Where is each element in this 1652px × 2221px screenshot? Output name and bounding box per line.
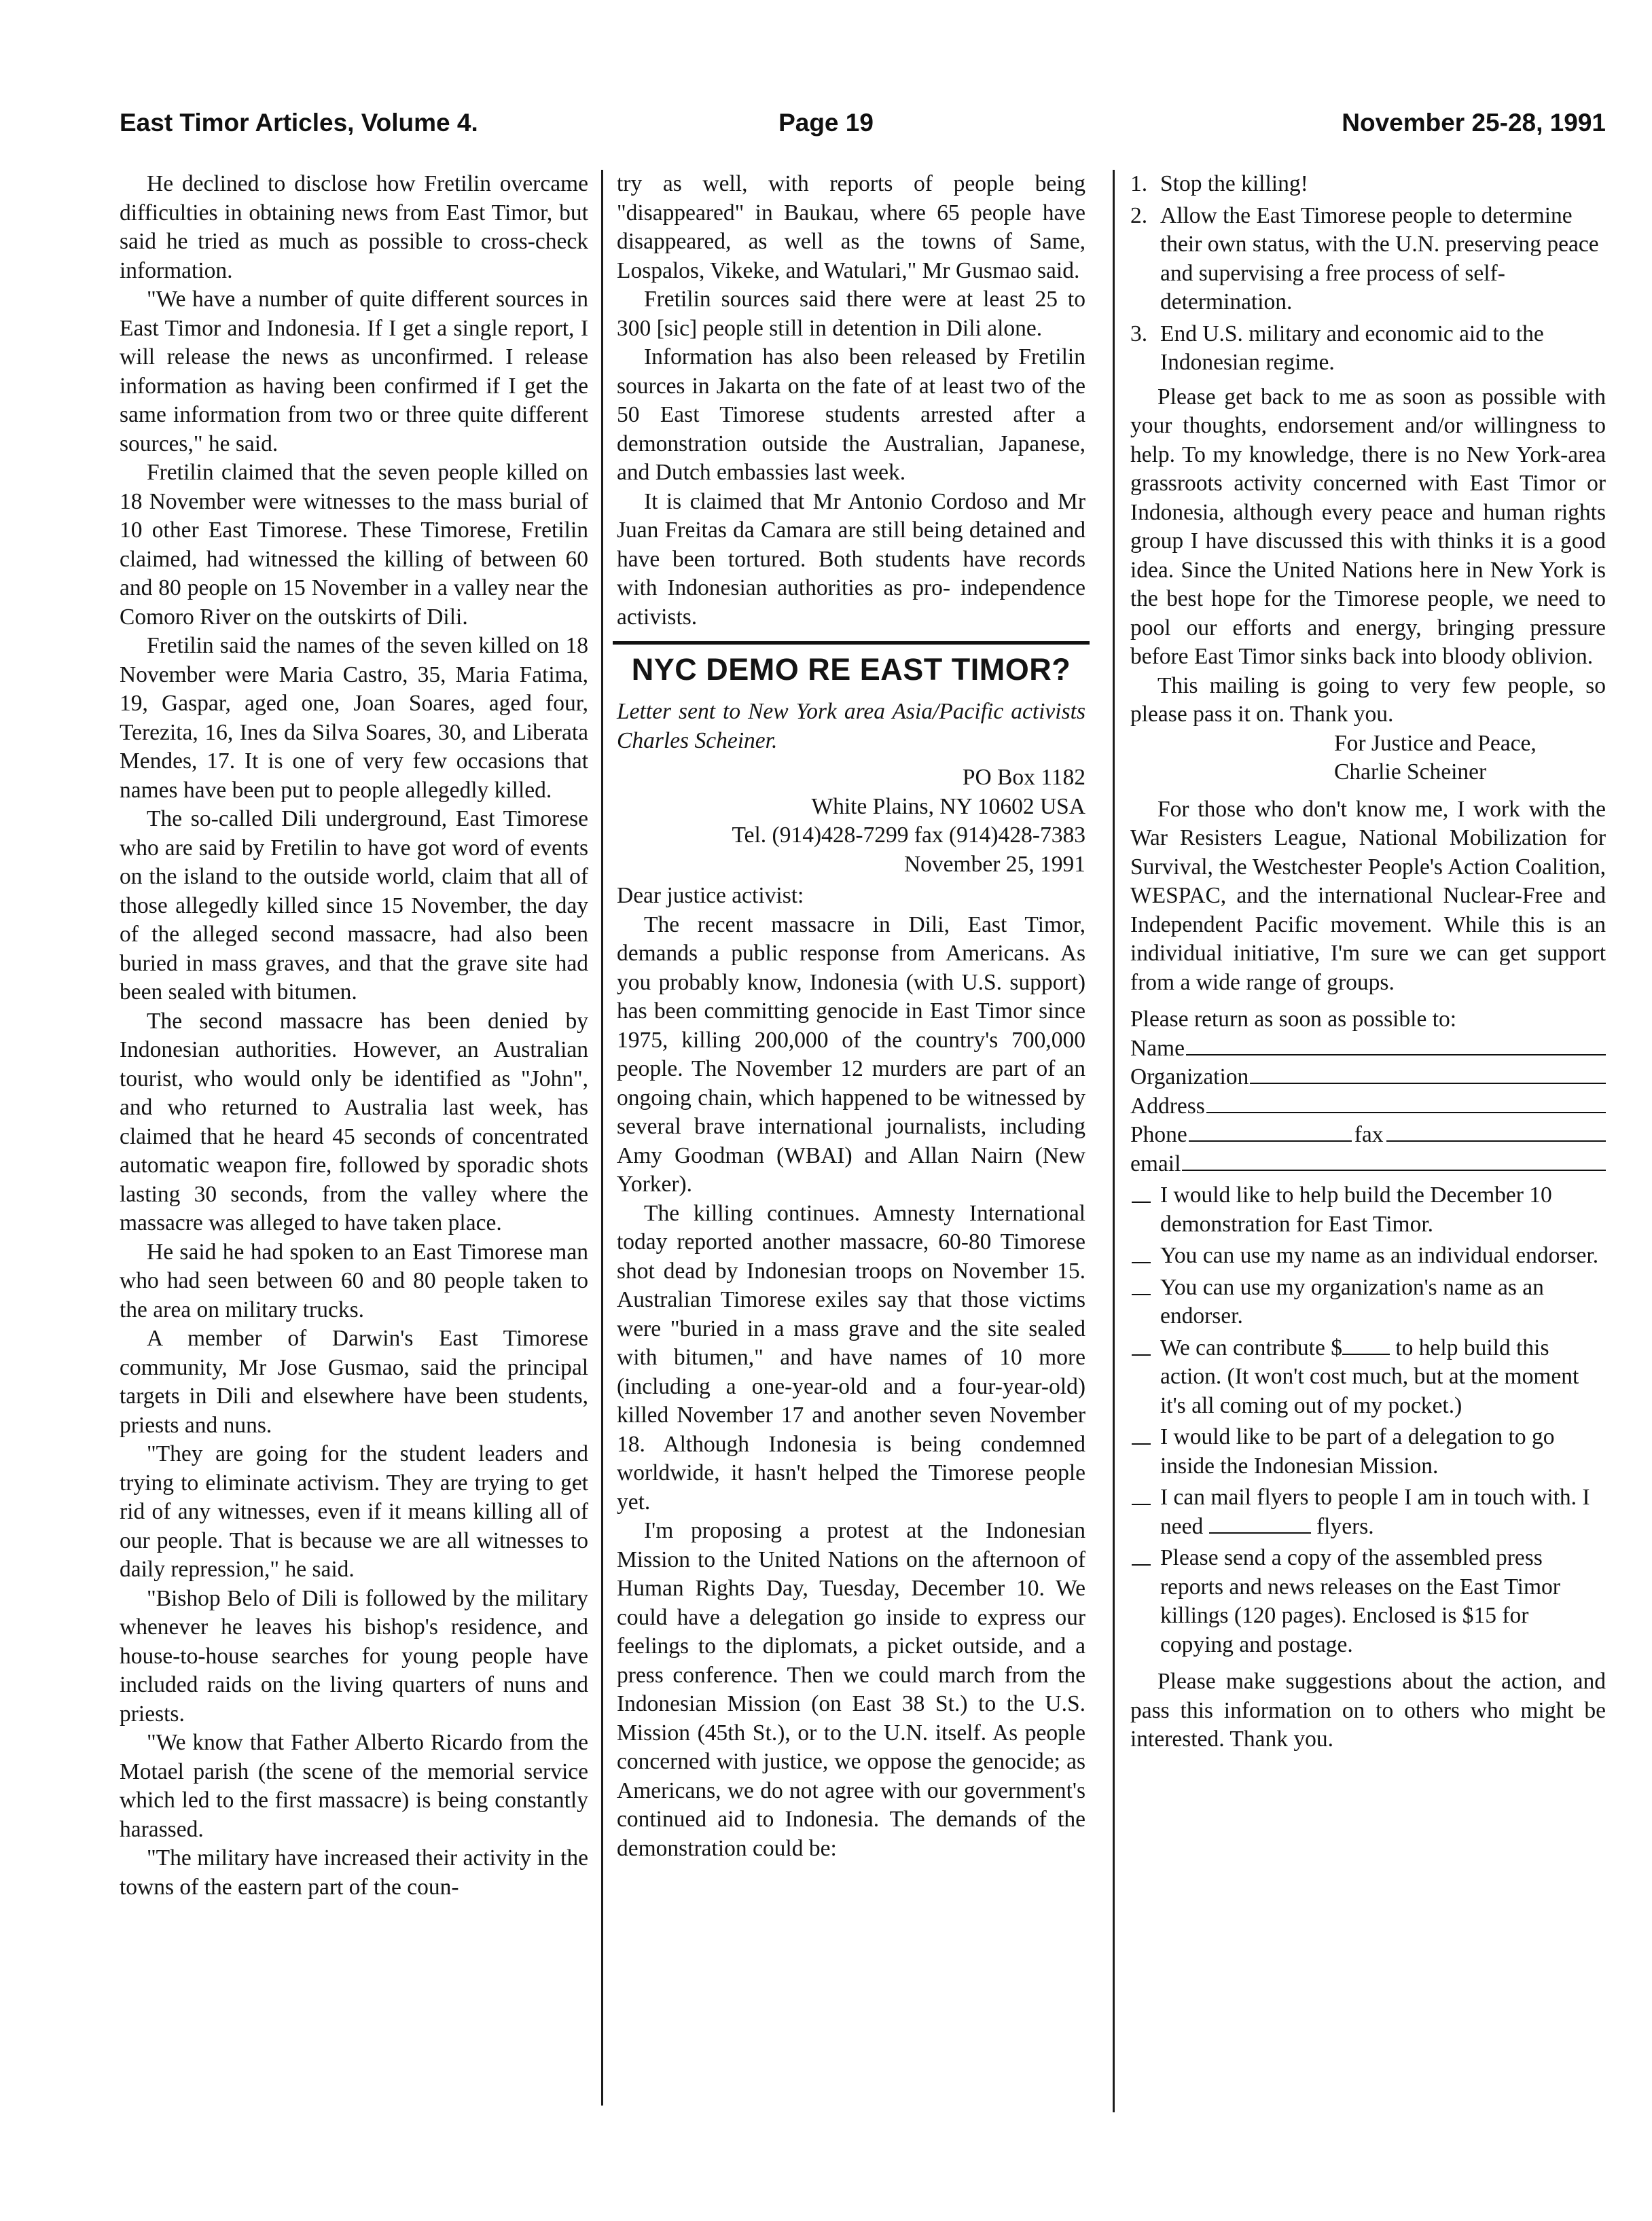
name-label: Name (1130, 1035, 1185, 1061)
option-use-name[interactable] (1130, 1242, 1606, 1271)
column-divider (1113, 170, 1115, 2112)
page-number: Page 19 (778, 109, 874, 137)
option-text-after: to help build this action. (It won't cost much, but at the moment it's all coming out of my pocket.) (1160, 1335, 1579, 1418)
fax-blank[interactable] (1386, 1121, 1606, 1142)
article-paragraph: The so-called Dili underground, East Timorese who are said by Fretilin to have got word of events on the island to the outside world, claim that all of those allegedly killed since 15 November, the day of the alleged second massacre, had also been buried in mass graves, and that the grave site had been sealed with bitumen. (120, 806, 588, 1005)
article-paragraph: "Bishop Belo of Dili is followed by the military whenever he leaves his bishop's residence, and house-to-house searches for young people have included raids on the living quarters of nuns and priests. (120, 1585, 588, 1727)
organization-label: Organization (1130, 1064, 1249, 1089)
article-column-1 (120, 170, 588, 1902)
article-paragraph: Fretilin sources said there were at least 25 to 300 [sic] people still in detention in Dili alone. (617, 287, 1085, 341)
email-field-line[interactable] (1130, 1150, 1606, 1179)
page-header (0, 0, 1652, 156)
email-blank[interactable] (1182, 1151, 1606, 1171)
letter-column-3 (1130, 170, 1606, 1754)
amount-blank[interactable] (1342, 1336, 1390, 1355)
publication-title: East Timor Articles, Volume 4. (120, 109, 478, 137)
option-text: Please send a copy of the assembled press reports and news releases on the East Timor killings (120 pages). Enclosed is $15 for copying and postage. (1160, 1545, 1560, 1657)
letter-date: November 25, 1991 (903, 851, 1085, 877)
letter-byline: Letter sent to New York area Asia/Pacific activists Charles Scheiner. (617, 699, 1085, 753)
article-paragraph: "The military have increased their activity in the towns of the eastern part of the coun- (120, 1845, 588, 1900)
demand-item (1130, 170, 1606, 199)
letter-salutation: Dear justice activist: (617, 883, 804, 908)
phone-blank[interactable] (1189, 1121, 1352, 1142)
fax-label: fax (1354, 1122, 1384, 1147)
sender-po-box: PO Box 1182 (962, 765, 1085, 790)
option-send-copy[interactable] (1130, 1544, 1606, 1659)
letter-paragraph: Please get back to me as soon as possible with your thoughts, endorsement and/or willingness to help. To my knowledge, there is no New York-area grassroots activity concerned with East Timor or Indonesia, although every peace and human rights group I have discussed this with thinks it is a good idea. Since the United Nations here in New York is the best hope for the Timorese people, we need to pool our efforts and energy, bringing pressure before East Timor sinks back into bloody oblivion. (1130, 384, 1606, 669)
address-label: Address (1130, 1093, 1205, 1119)
article-paragraph: He said he had spoken to an East Timorese man who had seen between 60 and 80 people taken to the area on military trucks. (120, 1239, 588, 1322)
column-divider (601, 170, 603, 2106)
letter-signature-name: Charlie Scheiner (1334, 759, 1487, 784)
option-text-before: We can contribute $ (1160, 1335, 1342, 1360)
address-field-line[interactable] (1130, 1092, 1606, 1121)
option-contribute[interactable] (1130, 1334, 1606, 1421)
section-divider (613, 641, 1090, 645)
demands-list (1130, 170, 1606, 378)
letter-paragraph: The recent massacre in Dili, East Timor, demands a public response from Americans. As you probably know, Indonesia (with U.S. support) has been committing genocide in East Timor since 1975, killing 200,000 of the country's 700,000 people. The November 12 murders are part of an ongoing chain, which happened to be witnessed by several brave international journalists, including Amy Goodman (WBAI) and Allan Nairn (New Yorker). (617, 911, 1085, 1197)
demand-text: End U.S. military and economic aid to the Indonesian regime. (1160, 321, 1544, 375)
phone-fax-field-line[interactable] (1130, 1121, 1606, 1150)
demand-item (1130, 320, 1606, 378)
article-paragraph: A member of Darwin's East Timorese community, Mr Jose Gusmao, said the principal targets in Dili and elsewhere have been students, priests and nuns. (120, 1326, 588, 1438)
article-paragraph: The second massacre has been denied by Indonesian authorities. However, an Australian tourist, who would only be identified as "John", and who returned to Australia last week, has claimed that he heard 45 seconds of concentrated automatic weapon fire, followed by sporadic shots lasting 30 seconds, from the valley where the massacre was alleged to have taken place. (120, 1008, 588, 1235)
demand-number: 1. (1130, 171, 1148, 196)
spacer (1130, 787, 1606, 795)
organization-blank[interactable] (1250, 1064, 1606, 1084)
option-use-organization[interactable] (1130, 1274, 1606, 1331)
option-help-build[interactable] (1130, 1181, 1606, 1239)
demand-text: Allow the East Timorese people to determine their own status, with the U.N. preserving peace and supervising a free process of self-determination. (1160, 202, 1599, 314)
demand-number: 2. (1130, 202, 1148, 228)
organization-field-line[interactable] (1130, 1063, 1606, 1092)
name-field-line[interactable] (1130, 1034, 1606, 1064)
spacer (1130, 1659, 1606, 1667)
letter-paragraph: I'm proposing a protest at the Indonesian Mission to the United Nations on the afternoon of Human Rights Day, Tuesday, December 10. We could have a delegation go inside to express our feelings to the diplomats, a picket outside, and a press conference. Then we could march from the Indonesian Mission (on East 38 St.) to the U.S. Mission (45th St.), or to the U.N. itself. As people concerned with justice, we oppose the genocide; as Americans, we do not agree with our government's continued aid to Indonesia. The demands of the demonstration could be: (617, 1518, 1085, 1861)
sender-phone-fax: Tel. (914)428-7299 fax (914)428-7383 (732, 823, 1085, 848)
option-text: I would like to help build the December 10 demonstration for East Timor. (1160, 1182, 1552, 1237)
article-paragraph: Fretilin said the names of the seven killed on 18 November were Maria Castro, 35, Maria Fatima, 19, Gaspar, aged one, Joan Soares, aged four, Terezita, 16, Ines da Silva Soares, 30, and Liberata Mendes, 17. It is one of very few occasions that names have been put to people allegedly killed. (120, 633, 588, 803)
article-continuation: try as well, with reports of people being "disappeared" in Baukau, where 65 people have disappeared, as well as the towns of Same, Lospalos, Vikeke, and Watulari," Mr Gusmao said. (617, 171, 1085, 283)
option-text-after: flyers. (1310, 1513, 1374, 1539)
article-paragraph: Fretilin claimed that the seven people killed on 18 November were witnesses to the mass burial of 10 other East Timorese. These Timorese, Fretilin claimed, had witnessed the killing of between 60 and 80 people on 15 November in a valley near the Comoro River on the outskirts of Dili. (120, 460, 588, 630)
closing-paragraph: Please make suggestions about the action, and pass this information on to others who might be interested. Thank you. (1130, 1669, 1606, 1752)
issue-date: November 25-28, 1991 (1342, 109, 1606, 137)
demand-item (1130, 202, 1606, 317)
article-column-2 (617, 170, 1085, 1863)
phone-label: Phone (1130, 1122, 1187, 1147)
article-paragraph: "We know that Father Alberto Ricardo from the Motael parish (the scene of the memorial service which led to the first massacre) is being constantly harassed. (120, 1730, 588, 1842)
article-paragraph: Information has also been released by Fretilin sources in Jakarta on the fate of at least two of the 50 East Timorese students arrested after a demonstration outside the Australian, Japanese, and Dutch embassies last week. (617, 344, 1085, 485)
sender-city: White Plains, NY 10602 USA (811, 793, 1085, 819)
flyer-count-blank[interactable] (1209, 1515, 1311, 1534)
article-paragraph: He declined to disclose how Fretilin overcame difficulties in obtaining news from East Timor, but said he tried as much as possible to cross-check information. (120, 171, 588, 283)
option-text: You can use my organization's name as an endorser. (1160, 1274, 1544, 1329)
section-headline: NYC DEMO RE EAST TIMOR? (631, 652, 1071, 687)
option-mail-flyers[interactable] (1130, 1483, 1606, 1541)
demand-text: Stop the killing! (1160, 171, 1308, 196)
option-delegation[interactable] (1130, 1423, 1606, 1481)
email-label: email (1130, 1151, 1181, 1176)
option-text-before: I can mail flyers to people I am in touch with. I need (1160, 1485, 1590, 1539)
spacer (1130, 997, 1606, 1005)
article-paragraph: "We have a number of quite different sources in East Timor and Indonesia. If I get a single report, I will release the news as unconfirmed. I release information as having been confirmed if I get the same information from two or three quite different sources," he said. (120, 287, 588, 456)
option-text: I would like to be part of a delegation to go inside the Indonesian Mission. (1160, 1424, 1555, 1479)
about-author-paragraph: For those who don't know me, I work with the War Resisters League, National Mobilization for Survival, the Westchester People's Action Coalition, WESPAC, and the international Nuclear-Free and Independent Pacific movement. While this is an individual initiative, I'm sure we can get support from a wide range of groups. (1130, 796, 1606, 995)
form-intro: Please return as soon as possible to: (1130, 1007, 1457, 1032)
letter-paragraph: The killing continues. Amnesty International today reported another massacre, 60-80 Timorese shot dead by Indonesian troops on November 15. Australian Timorese exiles say that those victims were "buried in a mass grave and the site sealed with bitumen," and have names of 10 more (including a one-year-old and a four-year-old) killed November 17 and another seven November 18. Although Indonesia is being condemned worldwide, it hasn't helped the Timorese people yet. (617, 1200, 1085, 1515)
option-text: You can use my name as an individual endorser. (1160, 1243, 1599, 1268)
letter-paragraph: This mailing is going to very few people, so please pass it on. Thank you. (1130, 672, 1606, 727)
letter-closing: For Justice and Peace, (1334, 730, 1537, 756)
address-blank[interactable] (1206, 1093, 1606, 1113)
article-paragraph: "They are going for the student leaders and trying to eliminate activism. They are trying to get rid of any witnesses, even if it means killing all of our people. That is because we are all witnesses to daily repression," he said. (120, 1441, 588, 1582)
demand-number: 3. (1130, 321, 1148, 346)
name-blank[interactable] (1186, 1035, 1606, 1055)
article-paragraph: It is claimed that Mr Antonio Cordoso and Mr Juan Freitas da Camara are still being detained and have been tortured. Both students have records with Indonesian authorities as pro- independence activists. (617, 488, 1085, 630)
